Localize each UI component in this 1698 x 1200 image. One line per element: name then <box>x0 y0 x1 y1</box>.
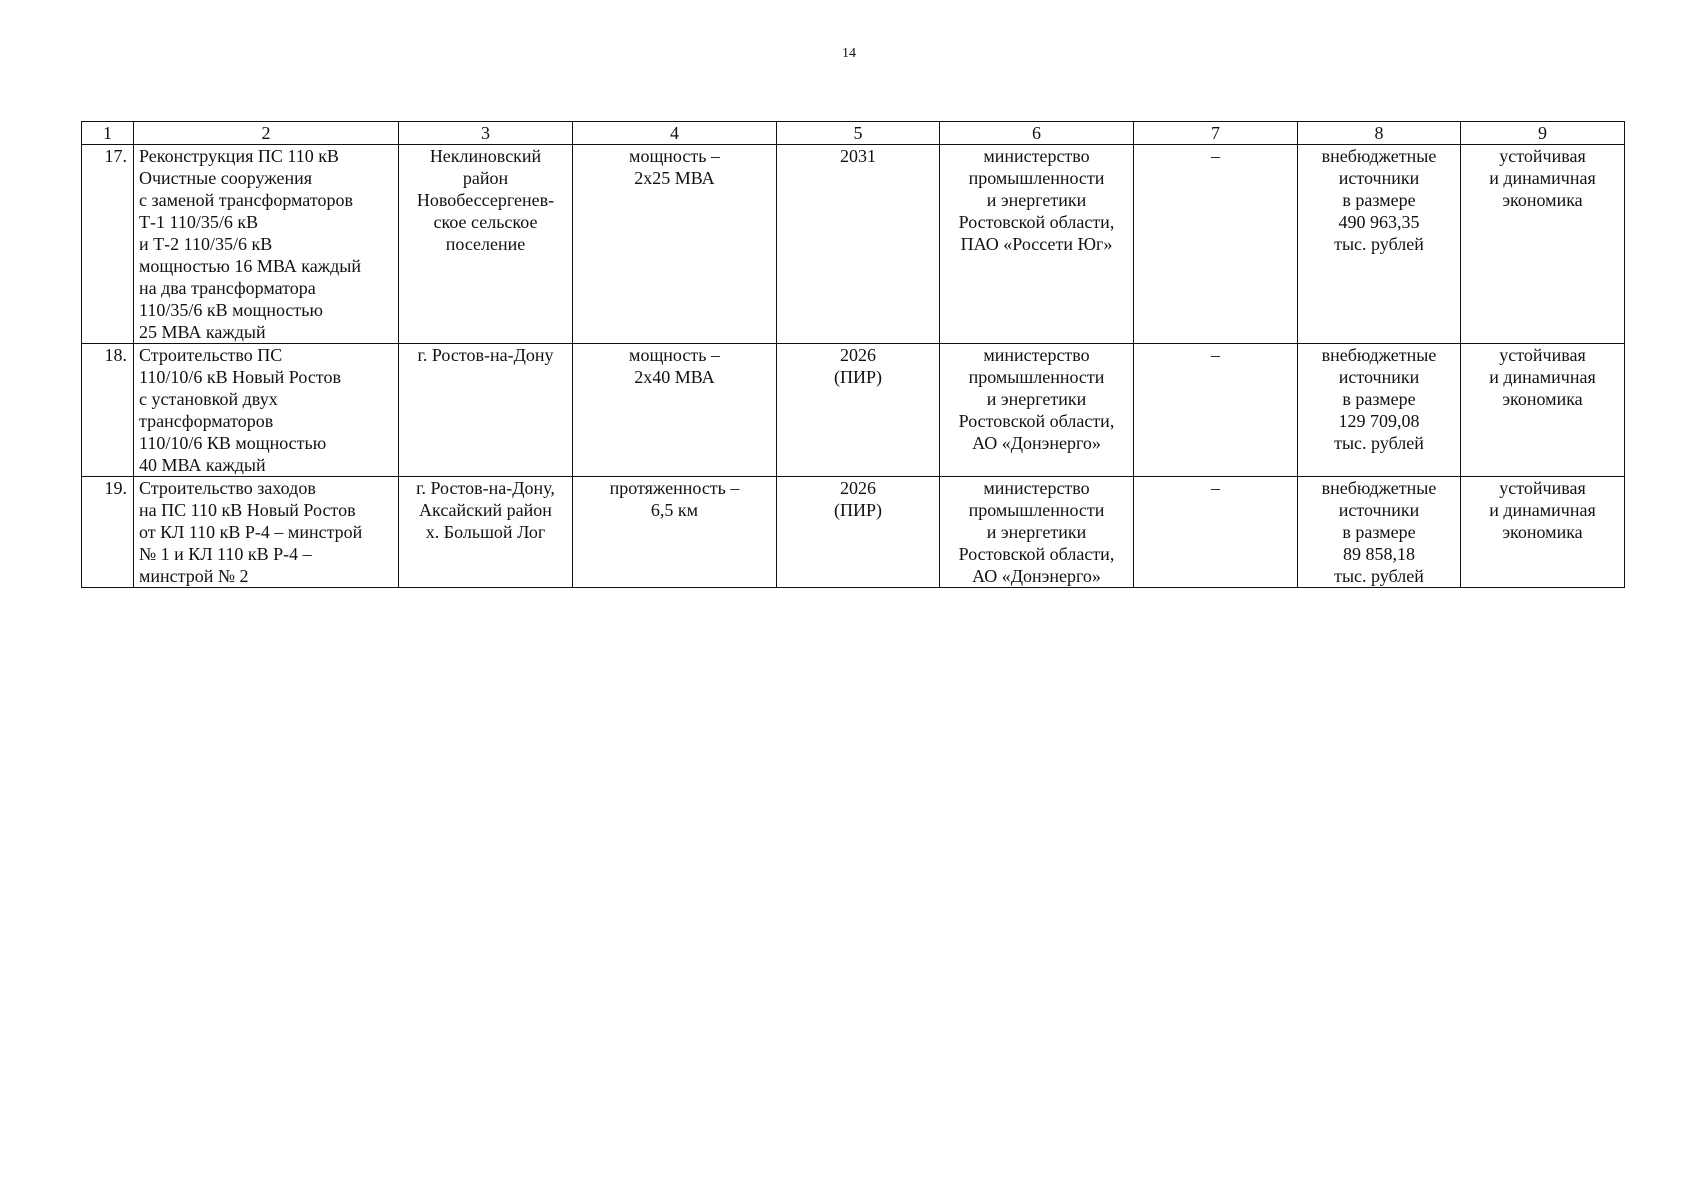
column-header: 9 <box>1461 122 1625 145</box>
project-funding: внебюджетные источники в размере 490 963,35 тыс. рублей <box>1298 145 1461 344</box>
project-location: г. Ростов-на-Дону <box>399 344 573 477</box>
row-number: 18. <box>82 344 134 477</box>
project-location: Неклиновский район Новобессергенев- ское сельское поселение <box>399 145 573 344</box>
project-responsible: министерство промышленности и энергетики Ростовской области, АО «Донэнерго» <box>940 344 1134 477</box>
project-goal: устойчивая и динамичная экономика <box>1461 344 1625 477</box>
project-goal: устойчивая и динамичная экономика <box>1461 145 1625 344</box>
column-header: 8 <box>1298 122 1461 145</box>
project-name: Реконструкция ПС 110 кВ Очистные сооружения с заменой трансформаторов Т-1 110/35/6 кВ и Т-2 110/35/6 кВ мощностью 16 МВА каждый на два трансформатора 110/35/6 кВ мощностью 25 МВА каждый <box>134 145 399 344</box>
table-header-row <box>82 122 1625 145</box>
project-funding: внебюджетные источники в размере 89 858,18 тыс. рублей <box>1298 477 1461 588</box>
column-header: 7 <box>1134 122 1298 145</box>
project-name: Строительство ПС 110/10/6 кВ Новый Ростов с установкой двух трансформаторов 110/10/6 КВ мощностью 40 МВА каждый <box>134 344 399 477</box>
column-header: 3 <box>399 122 573 145</box>
projects-table <box>81 121 1625 588</box>
table-row <box>82 344 1625 477</box>
project-year: 2026 (ПИР) <box>777 477 940 588</box>
column-header: 4 <box>573 122 777 145</box>
project-location: г. Ростов-на-Дону, Аксайский район х. Большой Лог <box>399 477 573 588</box>
project-capacity: протяженность – 6,5 км <box>573 477 777 588</box>
project-column-7: – <box>1134 477 1298 588</box>
project-column-7: – <box>1134 145 1298 344</box>
column-header: 2 <box>134 122 399 145</box>
page-number: 14 <box>842 46 856 61</box>
project-column-7: – <box>1134 344 1298 477</box>
row-number: 17. <box>82 145 134 344</box>
table-row <box>82 145 1625 344</box>
project-year: 2026 (ПИР) <box>777 344 940 477</box>
project-capacity: мощность – 2х25 МВА <box>573 145 777 344</box>
column-header: 6 <box>940 122 1134 145</box>
column-header: 5 <box>777 122 940 145</box>
project-responsible: министерство промышленности и энергетики Ростовской области, ПАО «Россети Юг» <box>940 145 1134 344</box>
column-header: 1 <box>82 122 134 145</box>
project-name: Строительство заходов на ПС 110 кВ Новый Ростов от КЛ 110 кВ Р-4 – минстрой № 1 и КЛ 110 кВ Р-4 – минстрой № 2 <box>134 477 399 588</box>
project-responsible: министерство промышленности и энергетики Ростовской области, АО «Донэнерго» <box>940 477 1134 588</box>
project-funding: внебюджетные источники в размере 129 709,08 тыс. рублей <box>1298 344 1461 477</box>
project-capacity: мощность – 2х40 МВА <box>573 344 777 477</box>
project-goal: устойчивая и динамичная экономика <box>1461 477 1625 588</box>
row-number: 19. <box>82 477 134 588</box>
table-row <box>82 477 1625 588</box>
project-year: 2031 <box>777 145 940 344</box>
